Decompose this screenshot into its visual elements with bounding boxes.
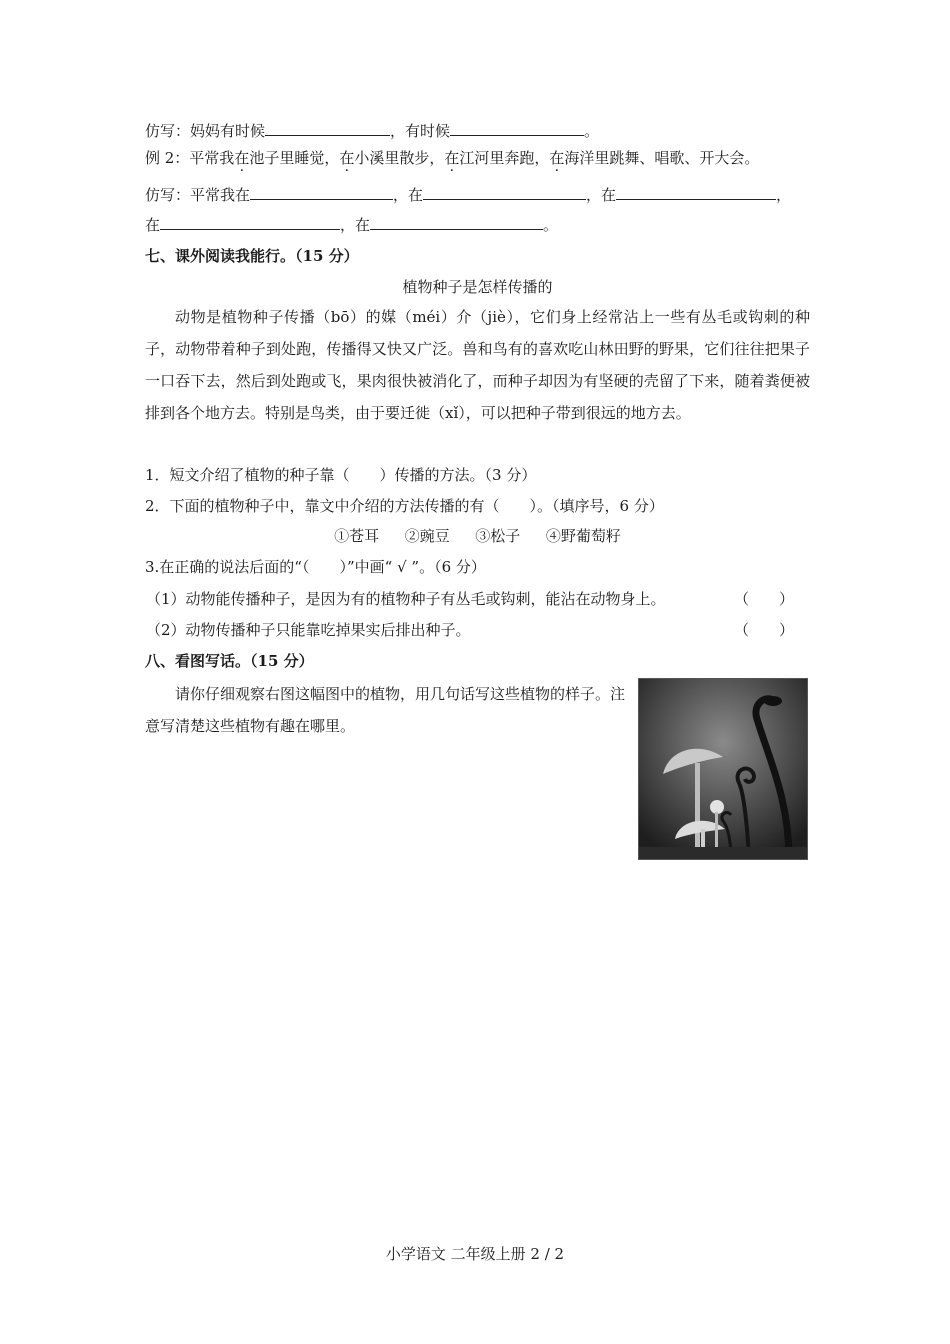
option: ①苍耳 bbox=[334, 527, 380, 545]
reading-passage: 动物是植物种子传播（bō）的媒（méi）介（jiè），它们身上经常沾上一些有丛毛或钩刺的种子，动物带着种子到处跑，传播得又快又广泛。兽和鸟有的喜欢吃山林田野的野果，它们往往把果子一口吞下去，然后到处跑或飞，果肉很快被消化了，而种子却因为有坚硬的壳留了下来，随着粪便被排到各个地方去。特别是鸟类，由于要迁徙（xǐ），可以把种子带到很远的地方去。 bbox=[145, 308, 810, 422]
emphasis-dot-char: 在 bbox=[234, 149, 250, 167]
judgement-text: （2）动物传播种子只能靠吃掉果实后排出种子。 bbox=[146, 621, 471, 639]
imitation-2-prefix: 仿写：平常我在 bbox=[145, 186, 251, 204]
question-3: 3.在正确的说法后面的“（ ）”中画“ √ ”。（6 分） bbox=[145, 558, 486, 576]
option: ②豌豆 bbox=[404, 527, 450, 545]
blank[interactable] bbox=[250, 185, 393, 200]
judgement-text: （1）动物能传播种子，是因为有的植物种子有丛毛或钩刺，能沾在动物身上。 bbox=[146, 590, 666, 608]
example-2-segment: 在海洋里跳舞、唱歌、开大会。 bbox=[549, 149, 760, 167]
emphasis-dot-char: 在 bbox=[549, 149, 565, 167]
emphasis-dot-char: 在 bbox=[339, 149, 355, 167]
question-2-options bbox=[145, 526, 810, 546]
emphasis-dot-char: 在 bbox=[444, 149, 460, 167]
connector: ，在 bbox=[340, 216, 371, 234]
judgement-item-1 bbox=[146, 589, 810, 609]
answer-parentheses[interactable]: （ ） bbox=[733, 590, 794, 608]
example-2-segment: 在小溪里散步， bbox=[339, 149, 445, 167]
connector: ，在 bbox=[393, 186, 424, 204]
section-7-heading: 七、课外阅读我能行。（15 分） bbox=[145, 247, 359, 265]
blank[interactable] bbox=[450, 121, 584, 136]
example-2-segment: 在江河里奔跑， bbox=[444, 149, 550, 167]
imitation-1-prefix: 仿写：妈妈有时候 bbox=[145, 122, 266, 140]
imitation-line-2 bbox=[145, 185, 791, 205]
example-2-line bbox=[145, 148, 759, 168]
writing-prompt: 请你仔细观察右图这幅图中的植物，用几句话写这些植物的样子。注意写清楚这些植物有趣在哪里。 bbox=[145, 685, 626, 735]
example-2-prefix: 例 2：平常我 bbox=[145, 149, 235, 167]
blank[interactable] bbox=[370, 215, 543, 230]
connector: 在 bbox=[145, 216, 161, 234]
judgement-item-2 bbox=[146, 620, 810, 640]
blank[interactable] bbox=[160, 215, 340, 230]
question-1: 1．短文介绍了植物的种子靠（ ）传播的方法。（3 分） bbox=[145, 466, 537, 484]
question-2: 2．下面的植物种子中，靠文中介绍的方法传播的有（ ）。（填序号，6 分） bbox=[145, 497, 664, 515]
passage-title: 植物种子是怎样传播的 bbox=[402, 278, 553, 296]
blank[interactable] bbox=[265, 121, 390, 136]
plant-illustration bbox=[638, 678, 808, 860]
connector: ，在 bbox=[586, 186, 617, 204]
example-2-segment: 在池子里睡觉， bbox=[234, 149, 340, 167]
section-8-heading: 八、看图写话。（15 分） bbox=[145, 652, 314, 670]
imitation-1-middle: ，有时候 bbox=[390, 122, 451, 140]
option: ③松子 bbox=[475, 527, 521, 545]
blank[interactable] bbox=[616, 185, 776, 200]
option: ④野葡萄籽 bbox=[545, 527, 621, 545]
imitation-line-1 bbox=[145, 121, 599, 141]
period: 。 bbox=[584, 122, 600, 140]
period: 。 bbox=[543, 216, 559, 234]
comma: ， bbox=[776, 186, 792, 204]
answer-parentheses[interactable]: （ ） bbox=[733, 621, 794, 639]
imitation-line-3 bbox=[145, 215, 558, 235]
blank[interactable] bbox=[423, 185, 586, 200]
page-footer: 小学语文 二年级上册 2 / 2 bbox=[385, 1245, 565, 1263]
